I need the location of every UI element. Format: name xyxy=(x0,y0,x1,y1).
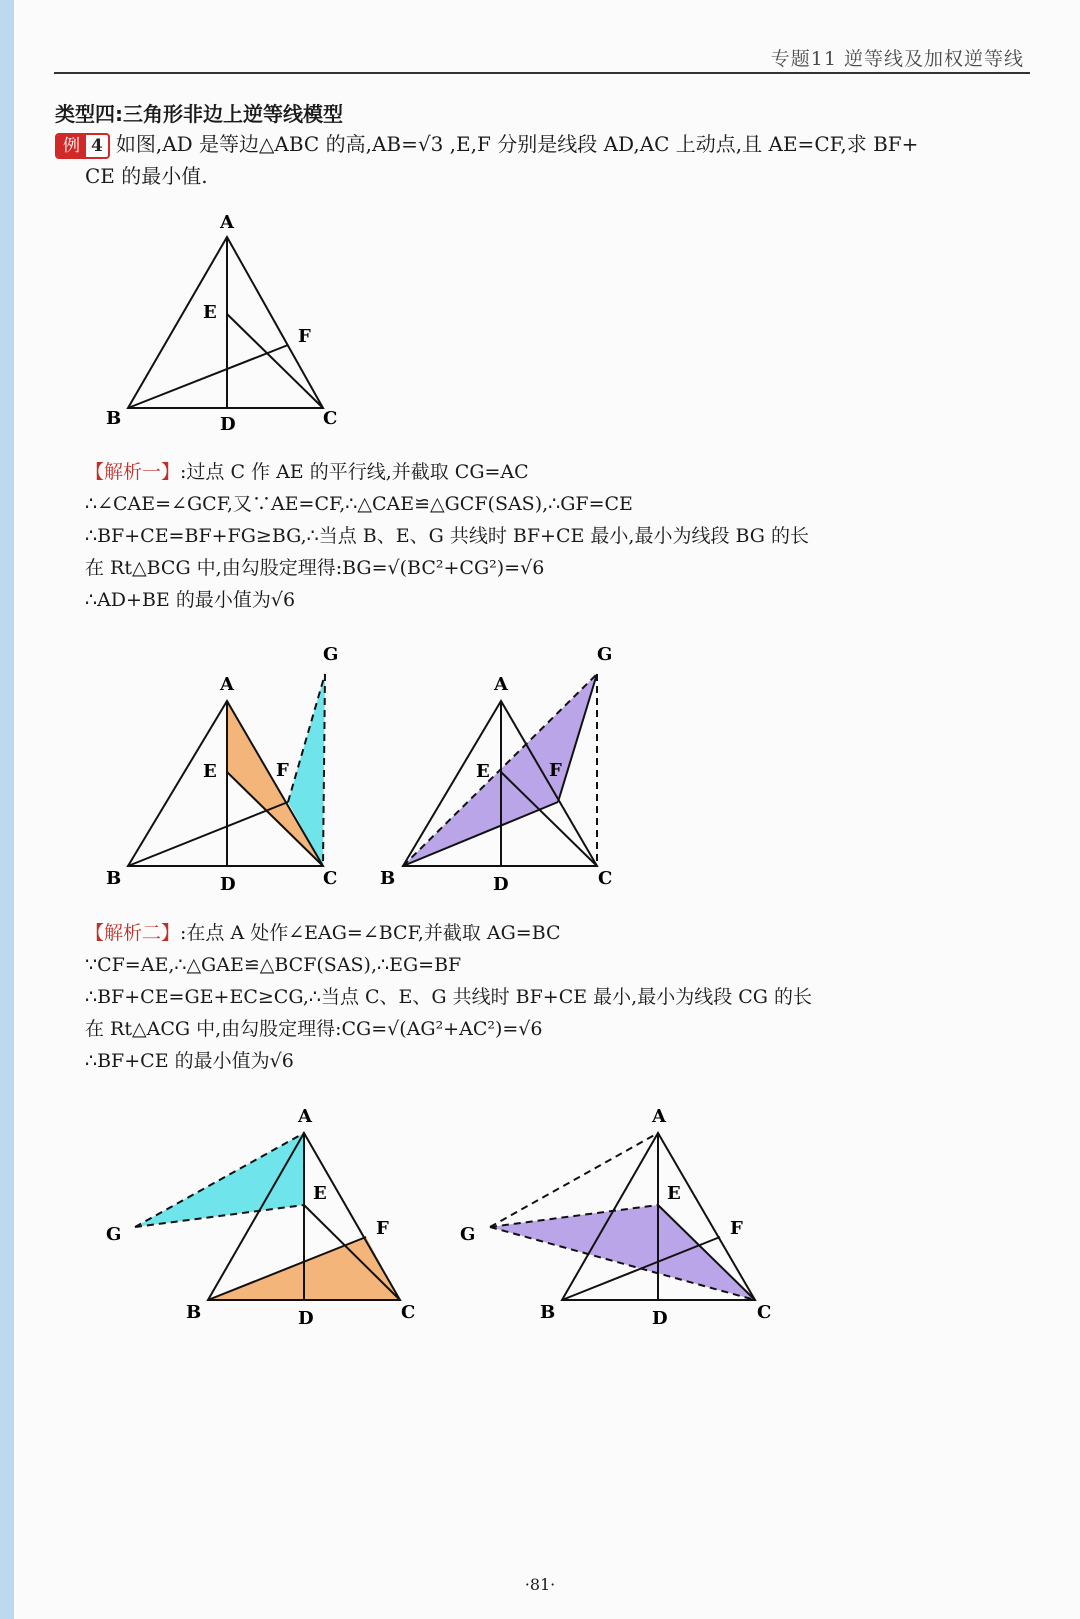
label-c: C xyxy=(323,408,338,429)
label-a: A xyxy=(220,212,234,233)
label-e: E xyxy=(667,1183,681,1204)
figure-1 xyxy=(100,205,360,435)
label-b: B xyxy=(540,1302,556,1323)
label-d: D xyxy=(298,1308,314,1329)
header-title: 专题11 逆等线及加权逆等线 xyxy=(770,48,1024,70)
page-header xyxy=(54,40,1030,74)
label-g: G xyxy=(323,644,339,665)
label-d: D xyxy=(652,1308,668,1329)
page-spine xyxy=(0,0,14,1619)
solution-1-label: 【解析一】 xyxy=(85,461,181,483)
figure-4 xyxy=(100,1100,430,1335)
problem-line-1: 如图,AD 是等边△ABC 的高,AB=√3 ,E,F 分别是线段 AD,AC 上动点,且 AE=CF,求 BF+ xyxy=(115,132,919,156)
segment-bf xyxy=(128,345,288,408)
label-g: G xyxy=(106,1224,122,1245)
label-a: A xyxy=(220,674,234,695)
problem-statement xyxy=(55,128,1045,192)
label-e: E xyxy=(203,302,217,323)
label-a: A xyxy=(652,1106,666,1127)
solution-2-label: 【解析二】 xyxy=(85,922,181,944)
section-title: 类型四:三角形非边上逆等线模型 xyxy=(55,102,343,126)
solution-2: 【解析二】:在点 A 处作∠EAG=∠BCF,并截取 AG=BC ∵CF=AE,∴△GAE≌△BCF(SAS),∴EG=BF ∴BF+CE=GE+EC≥CG,∴当点 C、E、G 共线时 BF+CE 最小,最小为线段 CG 的长 在 Rt△ACG 中,由勾股定理得:CG=√(AG²+AC²)=√6 ∴BF+CE 的最小值为√6 xyxy=(85,922,812,1072)
triangle-abc xyxy=(128,237,323,408)
label-b: B xyxy=(106,868,122,889)
label-a: A xyxy=(298,1106,312,1127)
problem-line-2: CE 的最小值. xyxy=(85,164,208,188)
label-c: C xyxy=(757,1302,772,1323)
label-d: D xyxy=(220,414,236,435)
label-f: F xyxy=(276,760,289,781)
label-b: B xyxy=(380,868,396,889)
figure-5 xyxy=(455,1100,785,1335)
label-d: D xyxy=(493,874,509,895)
example-badge: 例 4 xyxy=(55,133,110,159)
label-c: C xyxy=(598,868,613,889)
label-b: B xyxy=(186,1302,202,1323)
label-g: G xyxy=(597,644,613,665)
label-e: E xyxy=(476,761,490,782)
label-f: F xyxy=(730,1218,743,1239)
triangle-gec-fill xyxy=(490,1205,755,1300)
label-f: F xyxy=(549,760,562,781)
solution-1: 【解析一】:过点 C 作 AE 的平行线,并截取 CG=AC ∴∠CAE=∠GCF,又∵AE=CF,∴△CAE≌△GCF(SAS),∴GF=CE ∴BF+CE=BF+FG≥BG,∴当点 B、E、G 共线时 BF+CE 最小,最小为线段 BG 的长 在 Rt△BCG 中,由勾股定理得:BG=√(BC²+CG²)=√6 ∴AD+BE 的最小值为√6 xyxy=(85,461,810,611)
figure-3 xyxy=(375,640,635,895)
figure-2 xyxy=(100,640,360,895)
label-b: B xyxy=(106,408,122,429)
label-g: G xyxy=(460,1224,476,1245)
label-e: E xyxy=(203,761,217,782)
label-c: C xyxy=(323,868,338,889)
label-f: F xyxy=(376,1218,389,1239)
label-e: E xyxy=(313,1183,327,1204)
label-f: F xyxy=(298,326,311,347)
label-d: D xyxy=(220,874,236,895)
label-c: C xyxy=(401,1302,416,1323)
label-a: A xyxy=(494,674,508,695)
page-number: ·81· xyxy=(524,1575,556,1594)
